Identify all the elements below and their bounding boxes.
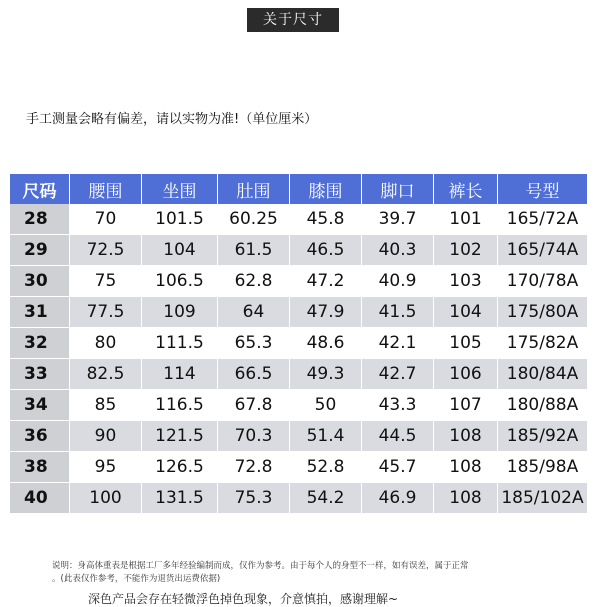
table-cell: 170/78A xyxy=(498,266,588,297)
section-title-badge: 关于尺寸 xyxy=(247,8,339,32)
table-cell: 105 xyxy=(434,328,498,359)
size-cell: 38 xyxy=(10,452,70,483)
table-cell: 95 xyxy=(70,452,142,483)
table-cell: 108 xyxy=(434,452,498,483)
header-hem: 脚口 xyxy=(362,174,434,204)
table-cell: 48.6 xyxy=(290,328,362,359)
table-row xyxy=(10,390,588,421)
table-cell: 111.5 xyxy=(142,328,218,359)
size-chart-table xyxy=(10,174,588,514)
size-cell: 33 xyxy=(10,359,70,390)
table-cell: 72.5 xyxy=(70,235,142,266)
table-row xyxy=(10,359,588,390)
size-cell: 34 xyxy=(10,390,70,421)
table-cell: 60.25 xyxy=(218,204,290,235)
table-row xyxy=(10,483,588,514)
table-cell: 75 xyxy=(70,266,142,297)
header-size: 尺码 xyxy=(10,174,70,204)
table-cell: 101 xyxy=(434,204,498,235)
table-cell: 106 xyxy=(434,359,498,390)
table-cell: 66.5 xyxy=(218,359,290,390)
table-cell: 42.7 xyxy=(362,359,434,390)
header-fit-code: 号型 xyxy=(498,174,588,204)
table-cell: 42.1 xyxy=(362,328,434,359)
table-cell: 116.5 xyxy=(142,390,218,421)
header-length: 裤长 xyxy=(434,174,498,204)
table-cell: 175/82A xyxy=(498,328,588,359)
table-cell: 109 xyxy=(142,297,218,328)
table-cell: 102 xyxy=(434,235,498,266)
table-cell: 107 xyxy=(434,390,498,421)
table-cell: 39.7 xyxy=(362,204,434,235)
table-cell: 45.8 xyxy=(290,204,362,235)
table-cell: 40.3 xyxy=(362,235,434,266)
table-cell: 126.5 xyxy=(142,452,218,483)
table-row xyxy=(10,297,588,328)
table-cell: 62.8 xyxy=(218,266,290,297)
table-cell: 103 xyxy=(434,266,498,297)
table-cell: 47.9 xyxy=(290,297,362,328)
table-cell: 85 xyxy=(70,390,142,421)
table-row xyxy=(10,421,588,452)
table-cell: 114 xyxy=(142,359,218,390)
table-cell: 80 xyxy=(70,328,142,359)
table-cell: 67.8 xyxy=(218,390,290,421)
table-cell: 49.3 xyxy=(290,359,362,390)
table-cell: 64 xyxy=(218,297,290,328)
table-row xyxy=(10,328,588,359)
table-cell: 100 xyxy=(70,483,142,514)
table-cell: 104 xyxy=(142,235,218,266)
header-knee: 膝围 xyxy=(290,174,362,204)
size-cell: 32 xyxy=(10,328,70,359)
table-cell: 50 xyxy=(290,390,362,421)
table-cell: 40.9 xyxy=(362,266,434,297)
color-warning-text: 深色产品会存在轻微浮色掉色现象，介意慎拍，感谢理解~ xyxy=(88,592,399,606)
table-cell: 51.4 xyxy=(290,421,362,452)
table-cell: 165/74A xyxy=(498,235,588,266)
table-cell: 104 xyxy=(434,297,498,328)
header-belly: 肚围 xyxy=(218,174,290,204)
explanation-line-1: 说明：身高体重表是根据工厂多年经验编制而成，仅作为参考。由于每个人的身型不一样，如有误差，属于正常 xyxy=(52,561,469,571)
table-cell: 106.5 xyxy=(142,266,218,297)
table-cell: 65.3 xyxy=(218,328,290,359)
table-cell: 41.5 xyxy=(362,297,434,328)
table-cell: 72.8 xyxy=(218,452,290,483)
size-cell: 30 xyxy=(10,266,70,297)
table-cell: 185/102A xyxy=(498,483,588,514)
measurement-note: 手工测量会略有偏差，请以实物为准!（单位厘米） xyxy=(26,112,318,127)
header-hip: 坐围 xyxy=(142,174,218,204)
table-cell: 108 xyxy=(434,483,498,514)
table-cell: 70.3 xyxy=(218,421,290,452)
table-cell: 131.5 xyxy=(142,483,218,514)
table-cell: 101.5 xyxy=(142,204,218,235)
table-cell: 108 xyxy=(434,421,498,452)
size-cell: 28 xyxy=(10,204,70,235)
table-cell: 180/84A xyxy=(498,359,588,390)
table-cell: 90 xyxy=(70,421,142,452)
table-cell: 77.5 xyxy=(70,297,142,328)
table-cell: 52.8 xyxy=(290,452,362,483)
table-row xyxy=(10,235,588,266)
explanation-text xyxy=(52,560,572,586)
table-cell: 54.2 xyxy=(290,483,362,514)
table-cell: 61.5 xyxy=(218,235,290,266)
table-cell: 175/80A xyxy=(498,297,588,328)
table-cell: 45.7 xyxy=(362,452,434,483)
table-cell: 70 xyxy=(70,204,142,235)
table-cell: 47.2 xyxy=(290,266,362,297)
size-cell: 31 xyxy=(10,297,70,328)
table-cell: 75.3 xyxy=(218,483,290,514)
table-cell: 185/92A xyxy=(498,421,588,452)
size-cell: 29 xyxy=(10,235,70,266)
size-cell: 40 xyxy=(10,483,70,514)
table-cell: 82.5 xyxy=(70,359,142,390)
table-cell: 121.5 xyxy=(142,421,218,452)
table-row xyxy=(10,266,588,297)
table-cell: 185/98A xyxy=(498,452,588,483)
table-cell: 165/72A xyxy=(498,204,588,235)
table-header-row xyxy=(10,174,588,204)
size-cell: 36 xyxy=(10,421,70,452)
table-cell: 46.5 xyxy=(290,235,362,266)
table-cell: 180/88A xyxy=(498,390,588,421)
table-cell: 44.5 xyxy=(362,421,434,452)
table-cell: 43.3 xyxy=(362,390,434,421)
table-row xyxy=(10,204,588,235)
table-cell: 46.9 xyxy=(362,483,434,514)
explanation-line-2: 。(此表仅作参考，不能作为退货出运费依据) xyxy=(52,574,221,584)
header-waist: 腰围 xyxy=(70,174,142,204)
table-row xyxy=(10,452,588,483)
